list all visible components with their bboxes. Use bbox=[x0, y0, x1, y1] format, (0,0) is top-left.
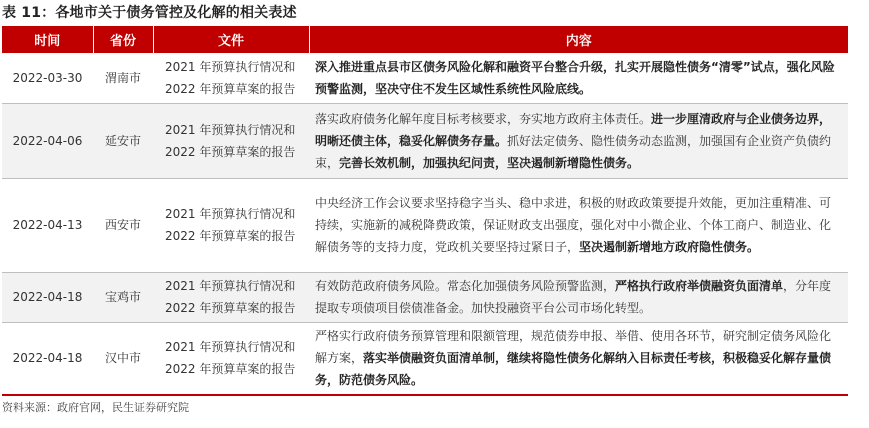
table-title: 表 11：各地市关于债务管控及化解的相关表述 bbox=[2, 5, 297, 21]
table-header-row bbox=[2, 26, 848, 53]
document-line: 2021 年预算执行情况和 bbox=[165, 59, 296, 74]
document-line: 2022 年预算草案的报告 bbox=[165, 362, 296, 377]
header-time: 时间 bbox=[2, 26, 93, 53]
header-content: 内容 bbox=[309, 26, 848, 53]
document-line: 2021 年预算执行情况和 bbox=[165, 122, 296, 137]
content-emphasis: 进一步厘清政府与企业债务边界，明晰还债主体，稳妥化解债务存量。 bbox=[315, 111, 832, 148]
row-document bbox=[153, 322, 309, 394]
row-city: 汉中市 bbox=[93, 322, 153, 394]
table-row bbox=[2, 322, 848, 394]
row-city: 渭南市 bbox=[104, 70, 141, 85]
table-row bbox=[2, 103, 848, 178]
content-text: 中央经济工作会议要求坚持稳字当头、稳中求进，积极的财政政策要提升效能，更加注重精准、可持续，实施新的减税降费政策，保证财政支出强度，强化对中小微企业、个体工商户、制造业、化解债务等的支持力度，党政机关要坚持过紧日子， bbox=[315, 196, 832, 254]
row-date: 2022-04-18 bbox=[2, 322, 93, 394]
row-content bbox=[309, 103, 848, 178]
row-date: 2022-04-13 bbox=[2, 178, 93, 272]
content-emphasis: 坚决遏制新增地方政府隐性债务。 bbox=[579, 240, 760, 254]
row-city: 西安市 bbox=[93, 178, 153, 272]
content-emphasis: 完善长效机制，加强执纪问责，坚决遏制新增隐性债务。 bbox=[339, 155, 640, 170]
row-date: 2022-03-30 bbox=[12, 70, 83, 85]
table-row bbox=[2, 178, 848, 272]
row-content bbox=[309, 178, 848, 272]
content-text: ，分年度提取专项债项目偿债准备金。加快投融资平台公司市场化转型。 bbox=[315, 279, 832, 315]
row-content bbox=[309, 53, 848, 103]
row-city: 宝鸡市 bbox=[93, 272, 153, 322]
document-line: 2022 年预算草案的报告 bbox=[165, 81, 296, 96]
row-document bbox=[153, 103, 309, 178]
document-line: 2022 年预算草案的报告 bbox=[165, 229, 296, 243]
document-line: 2022 年预算草案的报告 bbox=[165, 144, 296, 159]
row-city: 延安市 bbox=[93, 103, 153, 178]
source-note: 资料来源：政府官网，民生证券研究院 bbox=[2, 401, 189, 414]
header-province: 省份 bbox=[93, 26, 153, 53]
content-text: 有效防范政府债务风险。常态化加强债务风险预警监测， bbox=[315, 279, 616, 293]
row-document bbox=[153, 272, 309, 322]
row-document bbox=[153, 53, 309, 103]
content-text: 抓好法定债务、隐性债务动态监测，加强国有企业资产负债约束， bbox=[315, 133, 832, 170]
row-content bbox=[309, 272, 848, 322]
header-document: 文件 bbox=[153, 26, 309, 53]
row-date: 2022-04-06 bbox=[2, 103, 93, 178]
content-emphasis: 落实举债融资负面清单制，继续将隐性债务化解纳入目标责任考核，积极稳妥化解存量债务，防范债务风险。 bbox=[315, 351, 832, 388]
document-line: 2021 年预算执行情况和 bbox=[165, 340, 296, 355]
content-text: 严格实行政府债务预算管理和限额管理，规范债券申报、举借、使用各环节，研究制定债务风险化解方案， bbox=[315, 329, 832, 366]
document-line: 2021 年预算执行情况和 bbox=[165, 279, 296, 293]
document-line: 2021 年预算执行情况和 bbox=[165, 207, 296, 221]
row-date: 2022-04-18 bbox=[2, 272, 93, 322]
document-line: 2022 年预算草案的报告 bbox=[165, 301, 296, 315]
content-emphasis: 严格执行政府举债融资负面清单 bbox=[615, 279, 784, 293]
row-document bbox=[153, 178, 309, 272]
table-row bbox=[2, 53, 848, 103]
content-emphasis: 深入推进重点县市区债务风险化解和融资平台整合升级，扎实开展隐性债务“清零”试点，强化风险预警监测，坚决守住不发生区域性系统性风险底线。 bbox=[315, 59, 835, 96]
table-row bbox=[2, 272, 848, 322]
data-table-wrapper bbox=[2, 26, 848, 396]
debt-statements-table bbox=[2, 26, 848, 394]
row-content bbox=[309, 322, 848, 394]
content-text: 落实政府债务化解年度目标考核要求，夯实地方政府主体责任。 bbox=[315, 111, 652, 126]
